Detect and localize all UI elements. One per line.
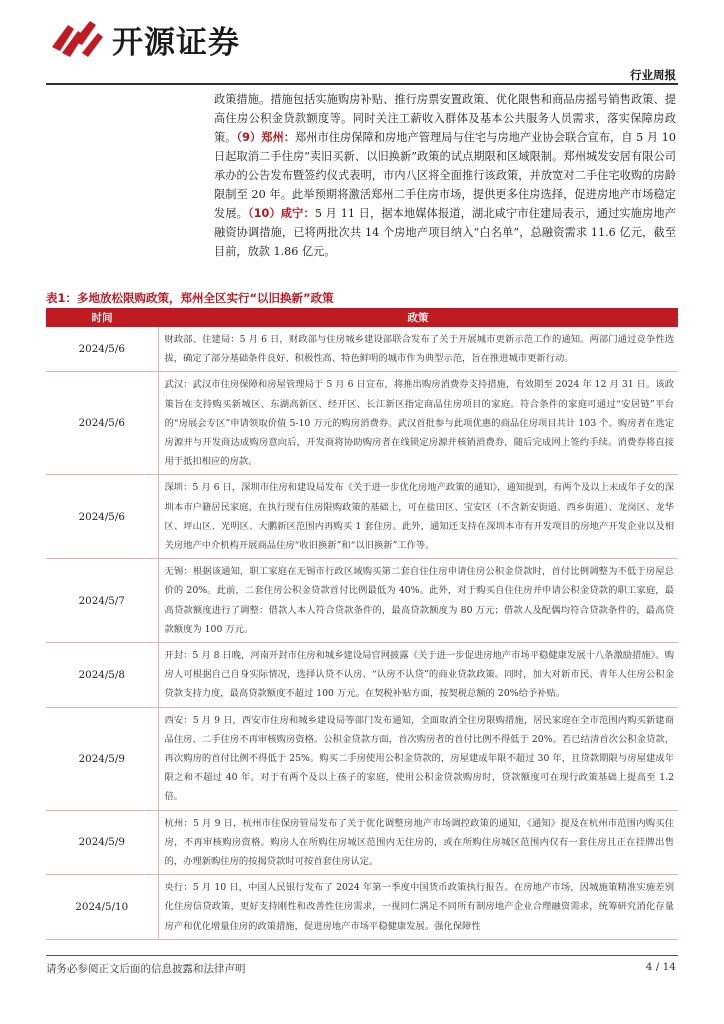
row-policy: 深圳：5 月 6 日，深圳市住房和建设局发布《关于进一步优化房地产政策的通知》，通知提到，有两个及以上未成年子女的深圳本市户籍居民家庭，在执行现有住房限购政策的基础上，可在盐田区、宝安区（不含新安街道、西乡街道）、龙岗区、龙华区、坪山区、光明区、大鹏新区范围内再购买 1 套住房。此外，通知还支持在深圳本市有开发项目的房地产开发企业以及相关房地产中介机构开展商品住房“收旧换新”和“以旧换新”工作等。 <box>158 475 678 559</box>
row-policy: 武汉：武汉市住房保障和房屋管理局于 5 月 6 日宣布，将推出购房消费券支持措施，有效期至 2024 年 12 月 31 日。该政策旨在支持购买新城区、东湖高新区、经开区、长江新区指定商品住房项目的家庭。符合条件的家庭可通过“安居链”平台的“房展会专区”申请领取价值 5-10 万元的购房消费券。武汉首批参与此项优惠的商品住房项目共计 103 个。购房者在选定房源并与开发商达成购房意向后，开发商将协助购房者在线锁定房源并核销消费券，随后完成网上签约手续。消费券将直接用于抵扣相应的房款。 <box>158 372 678 475</box>
row-date: 2024/5/10 <box>46 875 158 940</box>
table-title: 表1：多地放松限购政策，郑州全区实行“以旧换新”政策 <box>46 291 334 305</box>
table-row <box>46 559 678 643</box>
report-type-label: 行业周报 <box>630 68 676 82</box>
body-paragraph <box>214 90 676 261</box>
table-header-row <box>46 308 678 327</box>
table-row <box>46 875 678 940</box>
row-policy: 西安：5 月 9 日，西安市住房和城乡建设局等部门发布通知，全面取消全住房限购措施，居民家庭在全市范围内购买新建商品住房、二手住房不再审核购房资格。公积金贷款方面，首次购房者的首付比例不得低于 20%。若已结清首次公积金贷款，再次购房的首付比例不得低于 25%。购买二手房使用公积金贷款的，房屋建成年限不超过 30 年，且贷款期限与房屋建成年限之和不超过 40 年。对于有两个及以上孩子的家庭，使用公积金贷款购房时，贷款额度可在现行政策基础上提高至 1.2 倍。 <box>158 707 678 810</box>
body-bold-xianning: （10）咸宁： <box>248 207 315 220</box>
body-text-2: 郑州市住房保障和房地产管理局与住宅与房地产业协会联合宣布，自 5 月 10 日起取消二手住房“卖旧买新、以旧换新”政策的试点期限和区域限制。郑州城发安居有限公司承办的公告发布暨签约仪式表明，市内八区将全面推行该政策，并放宽对二手住宅收购的房龄限制至 20 年。此举预期将激活郑州二手住房市场，提供更多住房选择，促进房地产市场稳定发展。 <box>214 131 676 220</box>
table-row <box>46 475 678 559</box>
table-row <box>46 810 678 875</box>
table-row <box>46 327 678 372</box>
table-row <box>46 707 678 810</box>
row-date: 2024/5/7 <box>46 559 158 643</box>
row-date: 2024/5/8 <box>46 643 158 708</box>
row-policy: 开封：5 月 8 日晚，河南开封市住房和城乡建设局官网披露《关于进一步促进房地产市场平稳健康发展十八条激励措施》。购房人可根据自己自身实际情况，选择认贷不认房、“认房不认贷”的商业贷款政策。同时，加大对新市民、青年人住房公积金贷款支持力度，最高贷款额度不超过 100 万元。在契税补贴方面，按契税总额的 20%给予补贴。 <box>158 643 678 708</box>
page-number: 4 / 14 <box>645 961 676 973</box>
body-text-3: 5 月 11 日，据本地媒体报道，湖北咸宁市住建局表示，通过实施房地产融资协调措施，已将两批次共 14 个房地产项目纳入“白名单”，总融资需求 11.6 亿元，截至目前，放款 1.86 亿元。 <box>214 207 676 258</box>
row-date: 2024/5/6 <box>46 372 158 475</box>
row-policy: 央行：5 月 10 日，中国人民银行发布了 2024 年第一季度中国货币政策执行报告。在房地产市场，因城施策精准实施差别化住房信贷政策，更好支持刚性和改善性住房需求，一视同仁满足不同所有制房地产企业合理融资需求，统筹研究消化存量房产和优化增量住房的政策措施，促进房地产市场平稳健康发展。强化保障性 <box>158 875 678 940</box>
row-policy: 财政部、住建局：5 月 6 日，财政部与住房城乡建设部联合发布了关于开展城市更新示范工作的通知。两部门通过竞争性选拔，确定了部分基础条件良好、积极性高、特色鲜明的城市作为典型示范，旨在推进城市更新行动。 <box>158 327 678 372</box>
column-header-time: 时间 <box>46 308 158 327</box>
table-row <box>46 643 678 708</box>
row-date: 2024/5/9 <box>46 707 158 810</box>
footer-disclaimer: 请务必参阅正文后面的信息披露和法律声明 <box>46 963 246 975</box>
row-date: 2024/5/9 <box>46 810 158 875</box>
body-text-1: 政策措施。措施包括实施购房补贴、推行房票安置政策、优化限售和商品房摇号销售政策、提高住房公积金贷款额度等。同时关注工薪收入群体及基本公共服务人员需求，落实保障房政策。 <box>214 93 676 144</box>
brand-name: 开源证券 <box>112 24 240 61</box>
body-bold-zhengzhou: （9）郑州： <box>236 131 296 144</box>
header-divider <box>46 83 678 85</box>
row-policy: 无锡：根据该通知，职工家庭在无锡市行政区域购买第二套自住住房申请住房公积金贷款时，首付比例调整为不低于房屋总价的 20%。此前，二套住房公积金贷款首付比例最低为 40%。此外，对于购买自住住房并申请公积金贷款的职工家庭，最高贷款额度进行了调整：借款人本人符合贷款条件的，最高贷款额度为 80 万元；借款人及配偶均符合贷款条件的，最高贷款额度为 100 万元。 <box>158 559 678 643</box>
row-date: 2024/5/6 <box>46 327 158 372</box>
table-row <box>46 372 678 475</box>
column-header-policy: 政策 <box>158 308 678 327</box>
row-date: 2024/5/6 <box>46 475 158 559</box>
policy-table <box>46 308 678 940</box>
brand-logo <box>48 17 240 61</box>
footer-divider <box>46 955 678 956</box>
row-policy: 杭州：5 月 9 日，杭州市住保房管局发布了关于优化调整房地产市场调控政策的通知，《通知》提及在杭州市范围内购买住房，不再审核购房资格。购房人在所购住房城区范围内无住房的，或在所购住房城区范围内仅有一套住房且正在挂牌出售的，办理新购住房的按揭贷款时可按首套住房认定。 <box>158 810 678 875</box>
kaiyuan-logo-icon <box>48 17 106 61</box>
